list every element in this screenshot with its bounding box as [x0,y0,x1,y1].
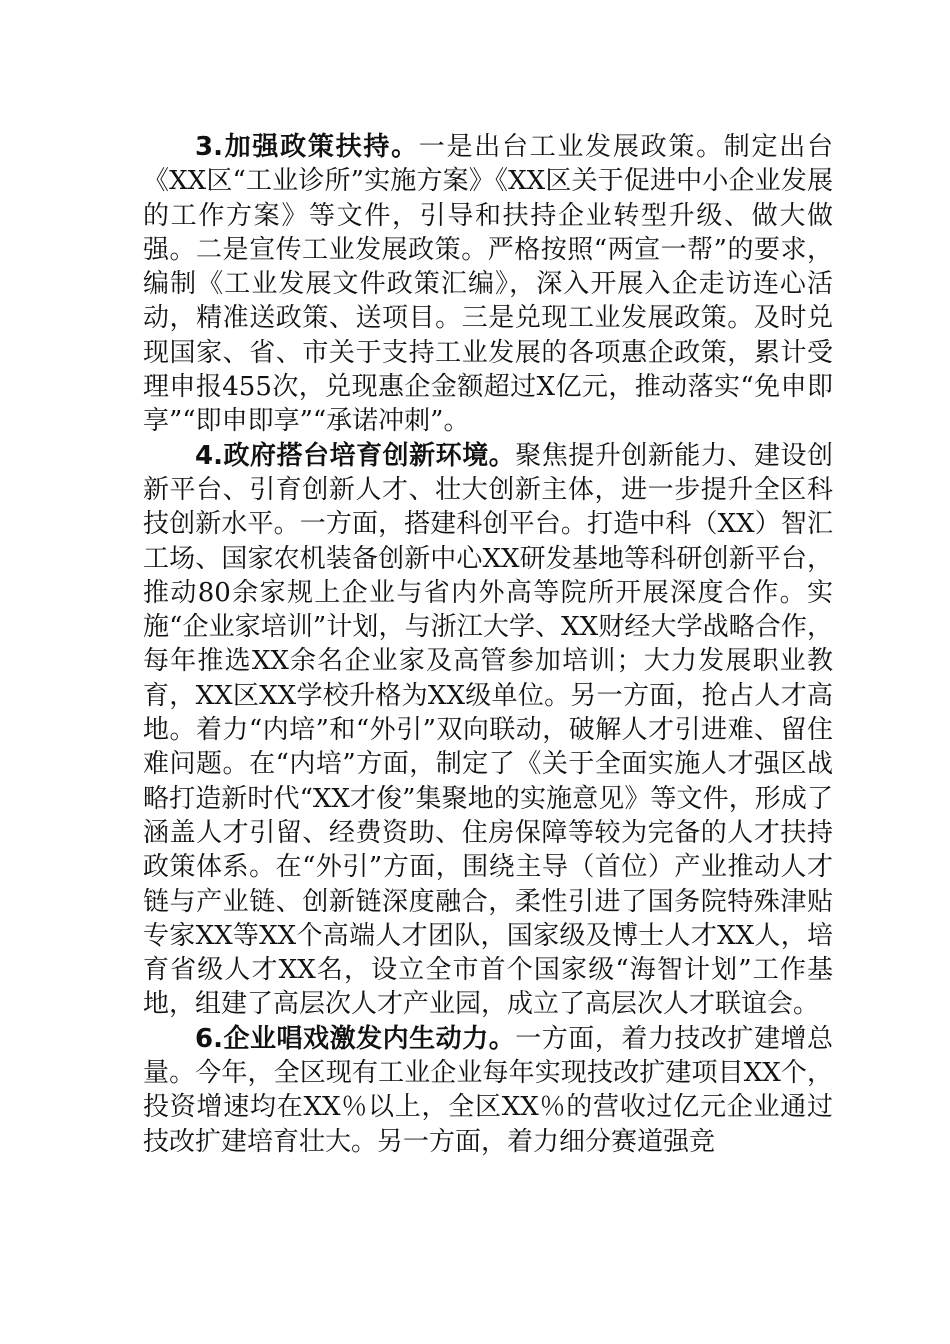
paragraph-innovation-environment [143,439,833,1022]
paragraph-heading: 6.企业唱戏激发内生动力。 [195,1023,516,1054]
paragraph-text: 一方面，着力技改扩建增总量。今年，全区现有工业企业每年实现技改扩建项目XX个，投资增速均在XX％以上，全区XX％的营收过亿元企业通过技改扩建培育壮大。另一方面，着力细分赛道强竞 [143,1023,833,1157]
paragraph-text: 聚焦提升创新能力、建设创新平台、引育创新人才、壮大创新主体，进一步提升全区科技创新水平。一方面，搭建科创平台。打造中科（XX）智汇工场、国家农机装备创新中心XX研发基地等科研创新平台，推动80余家规上企业与省内外高等院所开展深度合作。实施“企业家培训”计划，与浙江大学、XX财经大学战略合作，每年推选XX余名企业家及高管参加培训；大力发展职业教育，XX区XX学校升格为XX级单位。另一方面，抢占人才高地。着力“内培”和“外引”双向联动，破解人才引进难、留住难问题。在“内培”方面，制定了《关于全面实施人才强区战略打造新时代“XX才俊”集聚地的实施意见》等文件，形成了涵盖人才引留、经费资助、住房保障等较为完备的人才扶持政策体系。在“外引”方面，围绕主导（首位）产业推动人才链与产业链、创新链深度融合，柔性引进了国务院特殊津贴专家XX等XX个高端人才团队，国家级及博士人才XX人，培育省级人才XX名，设立全市首个国家级“海智计划”工作基地，组建了高层次人才产业园，成立了高层次人才联谊会。 [143,440,833,1020]
paragraph-heading: 3.加强政策扶持。 [195,132,419,162]
paragraph-text: 一是出台工业发展政策。制定出台《XX区“工业诊所”实施方案》《XX区关于促进中小企业发展的工作方案》等文件，引导和扶持企业转型升级、做大做强。二是宣传工业发展政策。严格按照“两宣一帮”的要求，编制《工业发展文件政策汇编》，深入开展入企走访连心活动，精准送政策、送项目。三是兑现工业发展政策。及时兑现国家、省、市关于支持工业发展的各项惠企政策，累计受理申报455次，兑现惠企金额超过X亿元，推动落实“免申即享”“即申即享”“承诺冲刺”。 [143,132,833,437]
paragraph-heading: 4.政府搭台培育创新环境。 [195,440,516,471]
document-body [143,130,833,1159]
paragraph-policy-support [143,130,833,439]
paragraph-enterprise-drive [143,1022,833,1159]
